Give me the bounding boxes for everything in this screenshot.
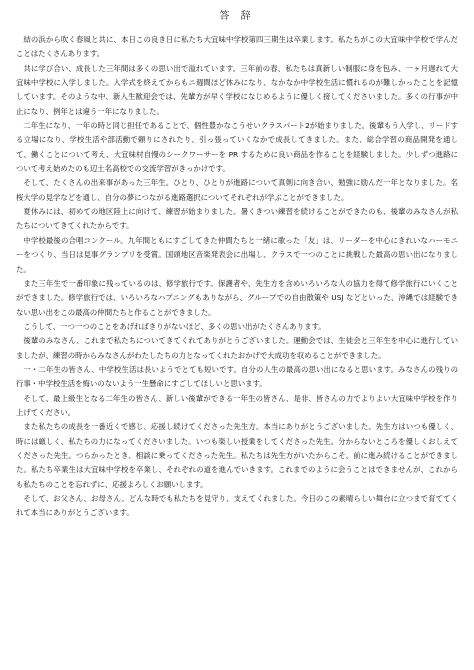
paragraph-10: 一・二年生の皆さん、中学校生活は長いようでとても短いです。自分の人生の最高の思い出になると思います。みなさんの残りの行事・中学校生活を悔いのないよう一生懸命にすごしてほしいと思います。 [16,364,458,389]
paragraph-7: また三年生で一番印象に残っているのは、修学旅行です。保護者や、先生方を含めいろいろな人の協力を得て修学旅行にいくことができました。修学旅行では、いろいろなハプニングもありながら、グループでの自由散策や USJ などといった、沖縄では経験できない思い出をこの最高の仲間たちと作ることができました。 [16,278,458,317]
paragraph-1: 結の浜から吹く春風と共に、本日この良き日に私たち大宜味中学校第四三期生は卒業します。私たちがこの大宜味中学校で学んだことはたくさんあります。 [16,35,458,59]
paragraph-6: 中学校最後の合唱コンクール。九年間ともにすごしてきた仲間たちと一緒に歌った「友」は、リーダーを中心にきれいなハーモニーをつくり、当日は見事グランプリを受賞。国頭地区音楽発表会に出場し、クラスで一つのことに挑戦した最高の思い出になりました。 [16,235,458,274]
paragraph-9: 後輩のみなさん、これまで私たちについてきてくれてありがとうございました。運動会では、生徒会と三年生を中心に進行していましたが、練習の時からみなさんがわたしたちの力となってくれたおかげで大成功を収めることができました。 [16,336,458,360]
paragraph-13: そして、お父さん、お母さん。どんな時でも私たちを見守り、支えてくれました。今日のこの素晴らしい舞台に立つまで育ててくれて本当にありがとうございます。 [16,494,458,518]
paragraph-11: そして、最上級生となる二年生の皆さん、新しい後輩ができる一年生の皆さん、是非、皆さんの力でよりよい大宜味中学校を作り上げてください。 [16,393,458,417]
paragraph-4: そして、たくさんの出来事があった三年生。ひとり、ひとりが進路について真剣に向き合い、勉強に励んだ一年となりました。名桜大学の見学などを通し、自分の夢につながる進路選択についてそれぞれが学ぶことができました。 [16,178,458,202]
paragraph-3: 二年生になり、一年の時と同じ担任であることで、個性豊かなこうせいクラスパート2が始まりました。後輩もう入学し、リードする立場になり、学校生活や部活動で頼りにされたり、引っ張っていくなかで成長してきました。また、総合学習の商品開発を通して、働くことについて考え、大宜味村自慢のシークワーサーを PR するために良い商品を作ることを経験しました。少しずつ進路について考え始めたのも辺土名高校での交流学習がきっかけです。 [16,121,458,174]
paragraph-5: 夏休みには、初めての地区陸上に向けて、練習が始まりました。暑くきつい練習を続けることができたのも、後輩のみなさんが私たちについてきてくれたからです。 [16,207,458,231]
paragraph-2: 共に学び合い、成長した三年間は多くの思い出で溢れています。三年前の春、私たちは真新しい制服に身を包み、一ヶ月遅れて大宜味中学校に入学しました。入学式を終えてからもニ週間ほど休みになり、なかなか中学校生活に慣れるのが難しかったことを記憶しています。そのような中、新入生歓迎会では、先輩方が早く学校になじめるように優しく接してくださいました。多くの行事が中止になり、例年とは違う一年になりました。 [16,63,458,116]
paragraph-8: こうして、一つ一つのことをあげればきりがないほど、多くの思い出がたくさんあります。 [23,321,326,331]
paragraph-12: また私たちの成長を一番近くで感じ、応援し続けてくださった先生方。本当にありがとうございました。先生方はいつも優しく、時には厳しく、私たちの力になってくださいました。いつも楽しい授業をしてくださった先生。分からないところを優しくおしえてくださった先生。つらかったとき、相談に乗ってくださった先生。私たちは先生方がいたからこそ、前に進み続けることができました。私たち卒業生は大宜味中学校を卒業し、それぞれの道を進んでいきます。これまでのように会うことはできませんが、これからも私たちのことを忘れずに、応援よろしくお願いします。 [16,422,458,489]
document-title: 答 辞 [219,11,255,22]
